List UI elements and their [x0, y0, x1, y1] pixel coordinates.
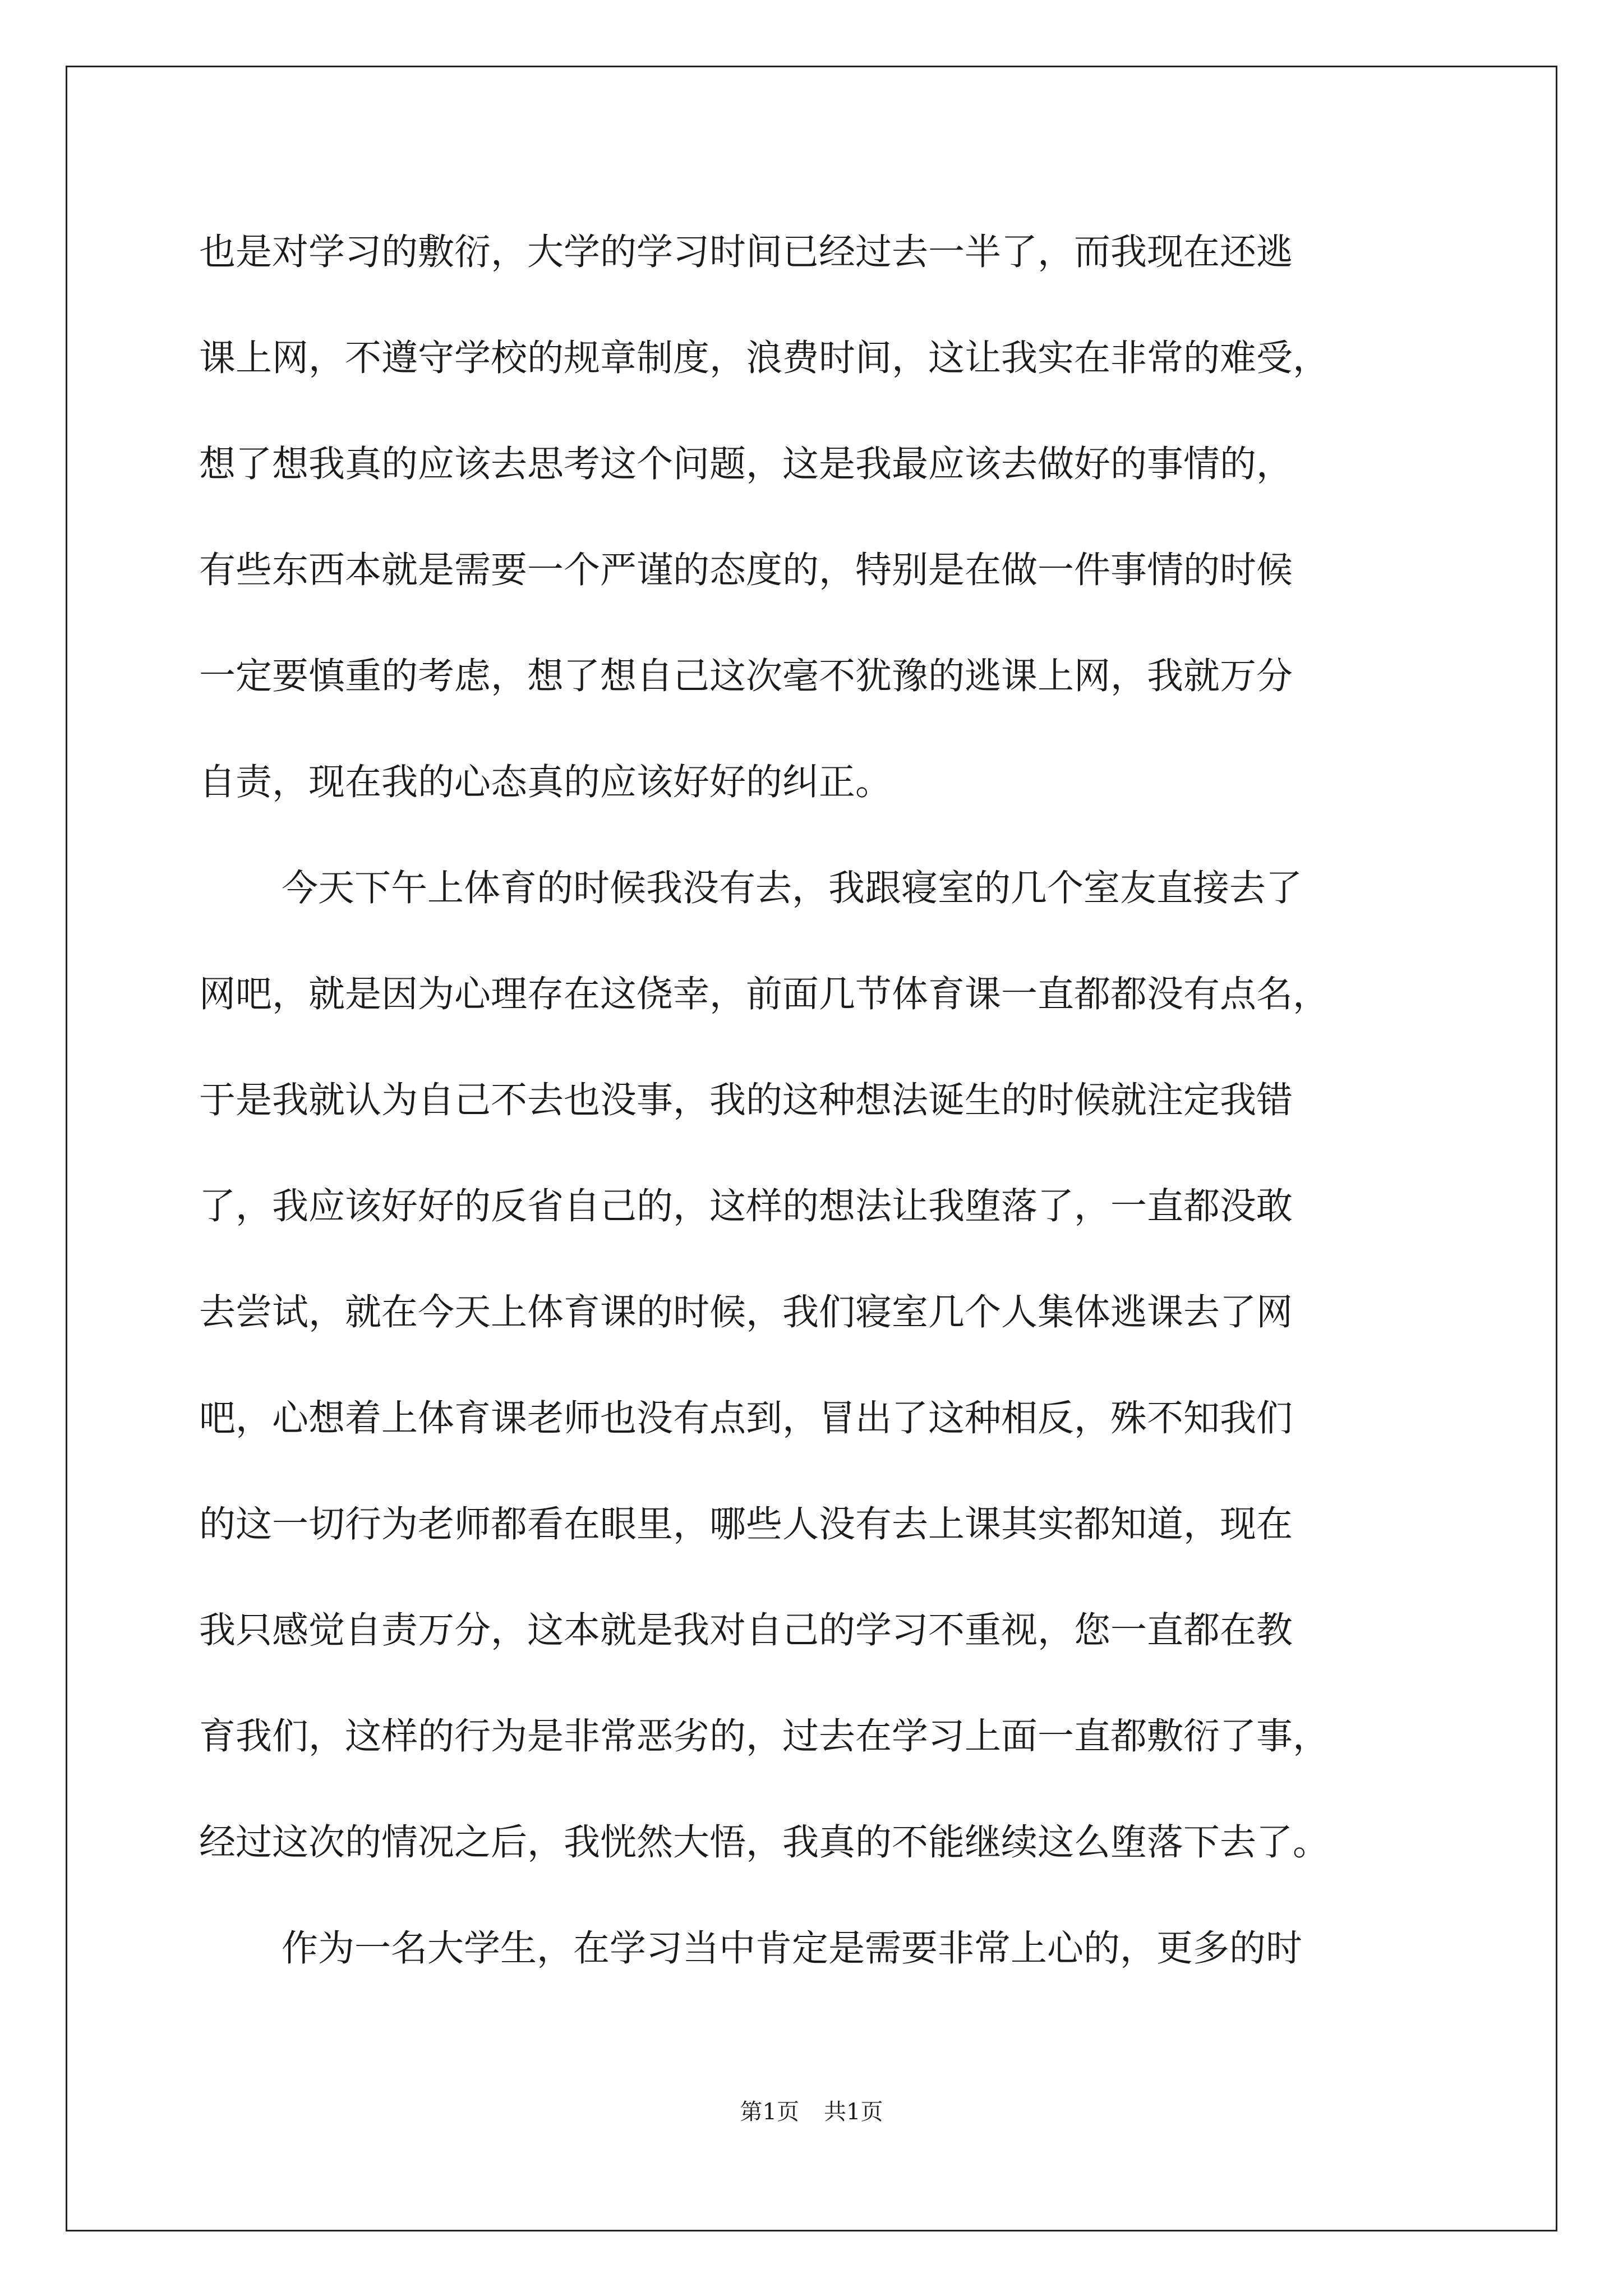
text-line: 的这一切行为老师都看在眼里，哪些人没有去上课其实都知道，现在: [199, 1503, 1293, 1545]
text-line: 经过这次的情况之后，我恍然大悟，我真的不能继续这么堕落下去了。: [199, 1821, 1330, 1864]
text-line: 了，我应该好好的反省自己的，这样的想法让我堕落了，一直都没敢: [199, 1185, 1293, 1227]
text-line: 我只感觉自责万分，这本就是我对自己的学习不重视，您一直都在教: [199, 1609, 1293, 1651]
text-line: 网吧，就是因为心理存在这侥幸，前面几节体育课一直都都没有点名，: [199, 973, 1330, 1015]
text-line: 育我们，这样的行为是非常恶劣的，过去在学习上面一直都敷衍了事，: [199, 1715, 1330, 1757]
text-line: 自责，现在我的心态真的应该好好的纠正。: [199, 761, 892, 803]
text-line: 一定要慎重的考虑，想了想自己这次毫不犹豫的逃课上网，我就万分: [199, 655, 1293, 697]
text-line: 也是对学习的敷衍，大学的学习时间已经过去一半了，而我现在还逃: [199, 231, 1293, 273]
page-number-current: 第1页: [740, 2099, 799, 2125]
text-line: 于是我就认为自己不去也没事，我的这种想法诞生的时候就注定我错: [199, 1079, 1293, 1121]
paragraph-first-line: 今天下午上体育的时候我没有去，我跟寝室的几个室友直接去了: [282, 867, 1303, 909]
text-line: 课上网，不遵守学校的规章制度，浪费时间，这让我实在非常的难受，: [199, 337, 1330, 379]
text-line: 有些东西本就是需要一个严谨的态度的，特别是在做一件事情的时候: [199, 549, 1293, 591]
page-number-total: 共1页: [824, 2099, 883, 2125]
text-line: 去尝试，就在今天上体育课的时候，我们寝室几个人集体逃课去了网: [199, 1291, 1293, 1333]
paragraph-first-line: 作为一名大学生，在学习当中肯定是需要非常上心的，更多的时: [282, 1927, 1303, 1970]
document-body: [199, 199, 1438, 2001]
page-footer: [0, 2094, 1623, 2126]
text-line: 想了想我真的应该去思考这个问题，这是我最应该去做好的事情的，: [199, 443, 1293, 485]
text-line: 吧，心想着上体育课老师也没有点到，冒出了这种相反，殊不知我们: [199, 1397, 1293, 1439]
